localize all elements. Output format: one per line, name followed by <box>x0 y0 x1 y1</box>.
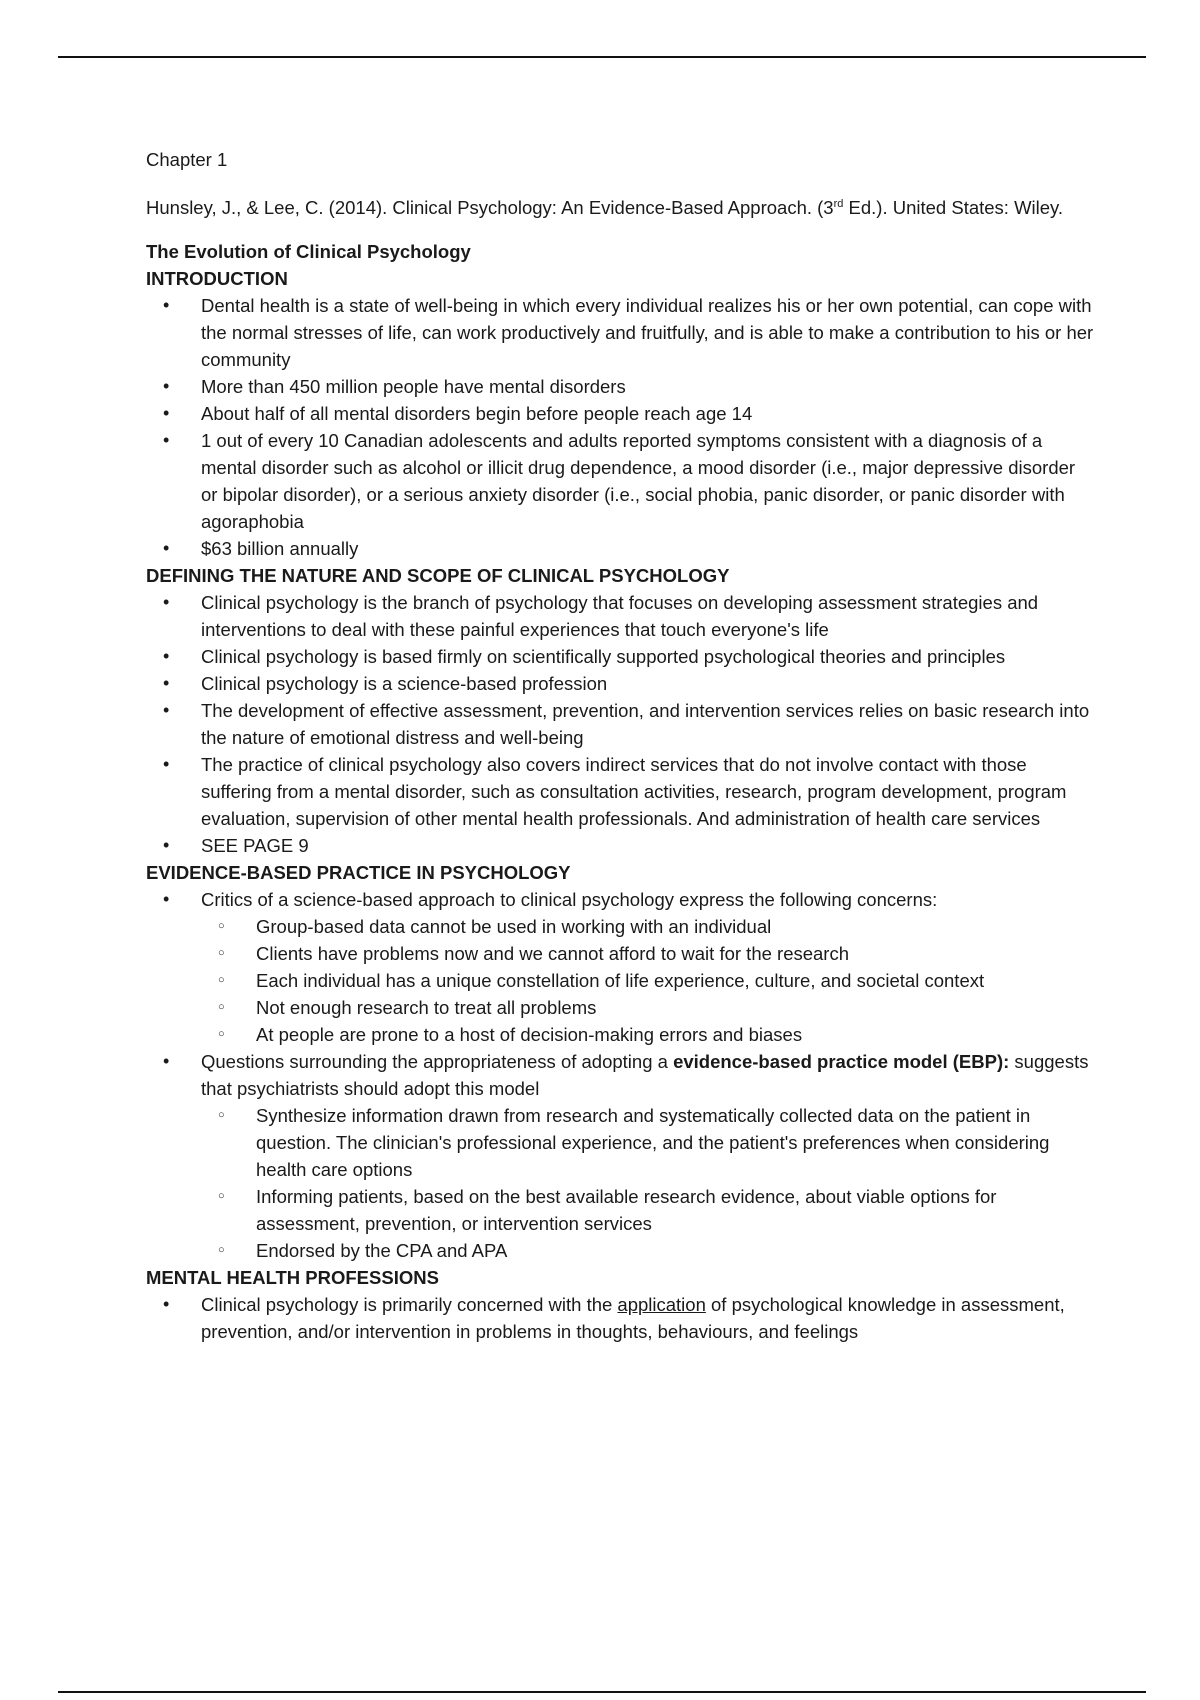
heading-evidence-based-practice: EVIDENCE-BASED PRACTICE IN PSYCHOLOGY <box>146 862 571 883</box>
sublist-item: ○ Informing patients, based on the best available research evidence, about viable options for assessment, prevention, or intervention services <box>146 1183 1096 1237</box>
sublist-item: ○ Endorsed by the CPA and APA <box>146 1237 1096 1264</box>
list-item <box>146 1291 1096 1345</box>
citation-text: Hunsley, J., & Lee, C. (2014). Clinical Psychology: An Evidence-Based Approach. (3 <box>146 197 834 218</box>
scope-list <box>146 589 1096 859</box>
document-title: The Evolution of Clinical Psychology <box>146 241 471 262</box>
concerns-sublist <box>201 913 1096 1048</box>
underlined-term: application <box>617 1294 706 1315</box>
ebp-list <box>146 886 1096 1264</box>
heading-mental-health-professions: MENTAL HEALTH PROFESSIONS <box>146 1267 439 1288</box>
list-item: • More than 450 million people have mental disorders <box>146 373 1096 400</box>
sublist-item: ○ At people are prone to a host of decision-making errors and biases <box>146 1021 1096 1048</box>
list-item: • Dental health is a state of well-being in which every individual realizes his or her own potential, can cope with the normal stresses of life, can work productively and fruitfully, and is able to make a contribution to his or her community <box>146 292 1096 373</box>
sublist-item: ○ Not enough research to treat all problems <box>146 994 1096 1021</box>
list-item: • The development of effective assessment, prevention, and intervention services relies on basic research into the nature of emotional distress and well-being <box>146 697 1096 751</box>
list-item: • About half of all mental disorders begin before people reach age 14 <box>146 400 1096 427</box>
questions-text-end: suggests that psychiatrists should adopt this model <box>201 1051 1089 1099</box>
sublist-item: ○ Group-based data cannot be used in working with an individual <box>146 913 1096 940</box>
list-item: • $63 billion annually <box>146 535 1096 562</box>
sublist-item: ○ Each individual has a unique constellation of life experience, culture, and societal context <box>146 967 1096 994</box>
top-rule <box>58 56 1146 58</box>
citation-text-end: Ed.). United States: Wiley. <box>843 197 1064 218</box>
list-item: • The practice of clinical psychology also covers indirect services that do not involve contact with those suffering from a mental disorder, such as consultation activities, research, program development, program evaluation, supervision of other mental health professionals. And administration of health care services <box>146 751 1096 832</box>
questions-text: Questions surrounding the appropriateness of adopting a <box>201 1051 674 1072</box>
list-item: • Clinical psychology is a science-based profession <box>146 670 1096 697</box>
list-item: • 1 out of every 10 Canadian adolescents and adults reported symptoms consistent with a diagnosis of a mental disorder such as alcohol or illicit drug dependence, a mood disorder (i.e., major depressive disorder or bipolar disorder), or a serious anxiety disorder (i.e., social phobia, panic disorder, or panic disorder with agoraphobia <box>146 427 1096 535</box>
professions-text-end: of psychological knowledge in assessment, prevention, and/or intervention in problems in thoughts, behaviours, and feelings <box>201 1294 1065 1342</box>
list-item-critics <box>146 886 1096 1048</box>
list-item-questions <box>146 1048 1096 1264</box>
professions-list <box>146 1291 1096 1345</box>
list-item: • Clinical psychology is based firmly on scientifically supported psychological theories and principles <box>146 643 1096 670</box>
document-body <box>146 146 1096 1345</box>
model-sublist <box>201 1102 1096 1264</box>
heading-introduction: INTRODUCTION <box>146 268 288 289</box>
citation <box>146 194 1096 221</box>
bottom-rule <box>58 1691 1146 1693</box>
critics-text: Critics of a science-based approach to clinical psychology express the following concerns: <box>201 889 938 910</box>
introduction-list <box>146 292 1096 562</box>
heading-scope: DEFINING THE NATURE AND SCOPE OF CLINICAL PSYCHOLOGY <box>146 565 730 586</box>
sublist-item: ○ Clients have problems now and we cannot afford to wait for the research <box>146 940 1096 967</box>
sublist-item: ○ Synthesize information drawn from research and systematically collected data on the patient in question. The clinician's professional experience, and the patient's preferences when considering health care options <box>146 1102 1096 1183</box>
professions-text: Clinical psychology is primarily concerned with the <box>201 1294 618 1315</box>
list-item: • SEE PAGE 9 <box>146 832 1096 859</box>
list-item: • Clinical psychology is the branch of psychology that focuses on developing assessment strategies and interventions to deal with these painful experiences that touch everyone's life <box>146 589 1096 643</box>
ebp-term: evidence-based practice model (EBP): <box>673 1051 1010 1072</box>
citation-superscript: rd <box>833 197 844 210</box>
chapter-label: Chapter 1 <box>146 149 228 170</box>
